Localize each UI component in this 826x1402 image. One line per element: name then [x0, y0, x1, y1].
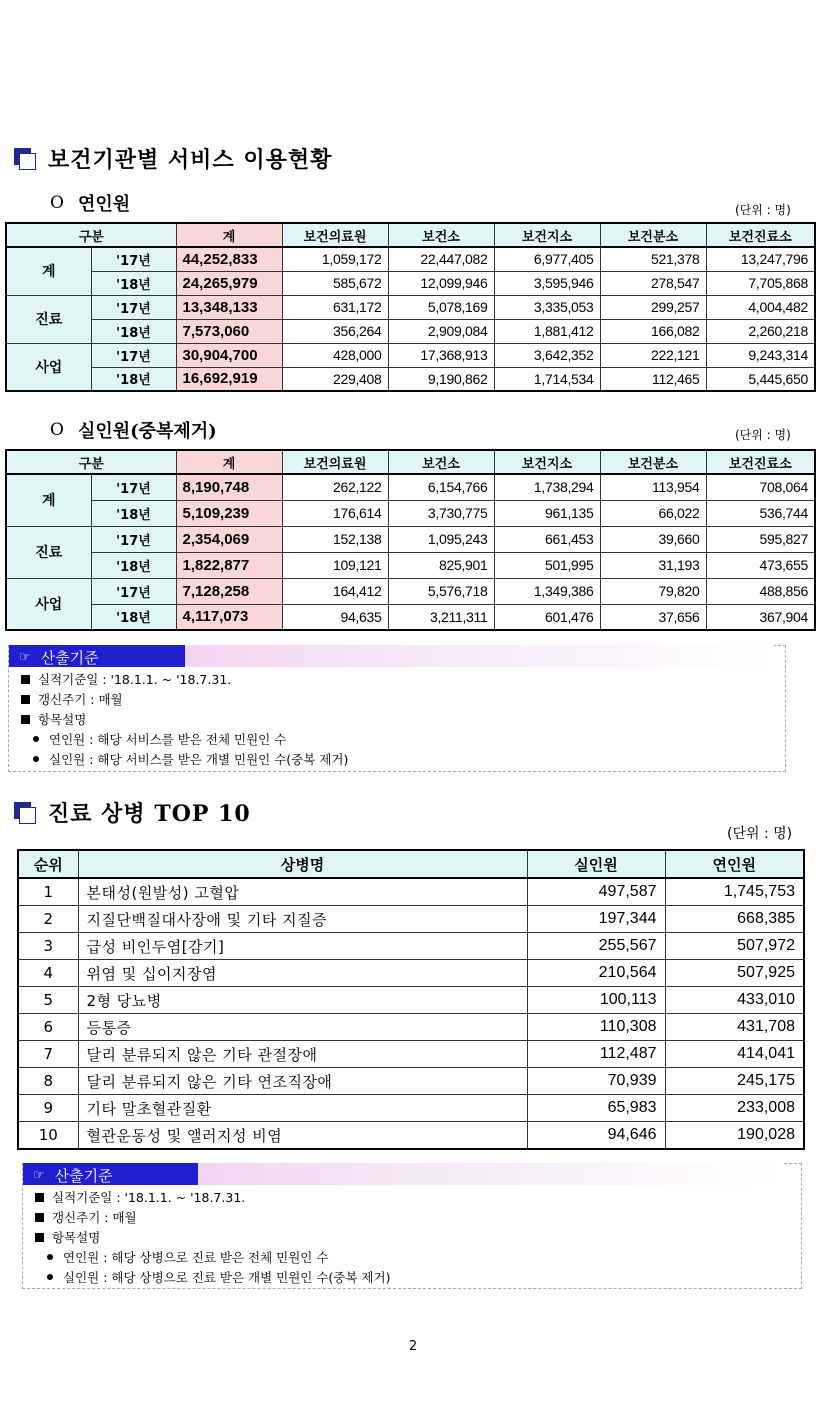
section-title: 진료 상병 TOP 10 [48, 801, 251, 827]
dot-bullet-icon [33, 736, 39, 742]
value-cell: 3,642,352 [494, 343, 600, 367]
top10-table [17, 849, 805, 1150]
disease-name-cell: 위염 및 십이지장염 [78, 960, 527, 987]
value-cell: 5,576,718 [388, 578, 494, 604]
table-row [6, 295, 815, 319]
persons-cell: 497,587 [527, 878, 665, 906]
row-group-label: 계 [6, 474, 91, 526]
disease-name-cell: 달리 분류되지 않은 기타 연조직장애 [78, 1068, 527, 1095]
note-line: 실적기준일 : '18.1.1. ~ '18.7.31. [35, 1188, 245, 1206]
note-line: 항목설명 [21, 710, 86, 728]
note-line: 실적기준일 : '18.1.1. ~ '18.7.31. [21, 670, 231, 688]
visits-cell: 245,175 [665, 1068, 804, 1095]
table-header-row [6, 223, 815, 247]
value-cell: 13,247,796 [706, 247, 815, 271]
header-cell: 상병명 [78, 850, 527, 878]
table-row [6, 271, 815, 295]
square-bullet-icon [21, 715, 30, 724]
value-cell: 278,547 [600, 271, 706, 295]
notes-header [19, 647, 99, 668]
value-cell: 166,082 [600, 319, 706, 343]
total-cell: 7,573,060 [176, 319, 282, 343]
persons-cell: 112,487 [527, 1041, 665, 1068]
value-cell: 176,614 [282, 500, 388, 526]
year-cell: '17년 [91, 343, 176, 367]
header-cell: 실인원 [527, 850, 665, 878]
visits-table [5, 222, 816, 392]
table-row [6, 552, 815, 578]
value-cell: 79,820 [600, 578, 706, 604]
total-cell: 1,822,877 [176, 552, 282, 578]
rank-cell: 7 [18, 1041, 78, 1068]
value-cell: 3,595,946 [494, 271, 600, 295]
total-cell: 24,265,979 [176, 271, 282, 295]
notes-header [33, 1165, 113, 1186]
visits-cell: 414,041 [665, 1041, 804, 1068]
value-cell: 229,408 [282, 367, 388, 391]
value-cell: 2,909,084 [388, 319, 494, 343]
value-cell: 113,954 [600, 474, 706, 500]
disease-name-cell: 급성 비인두염[감기] [78, 933, 527, 960]
table-row [18, 987, 804, 1014]
value-cell: 631,172 [282, 295, 388, 319]
persons-cell: 100,113 [527, 987, 665, 1014]
rank-cell: 9 [18, 1095, 78, 1122]
note-bullet: 연인원 : 해당 상병으로 진료 받은 전체 민원인 수 [47, 1248, 328, 1266]
table-row [6, 319, 815, 343]
table-row [6, 604, 815, 630]
section-title: 보건기관별 서비스 이용현황 [48, 147, 333, 173]
year-cell: '18년 [91, 319, 176, 343]
value-cell: 262,122 [282, 474, 388, 500]
pointing-hand-icon: ☞ [19, 650, 31, 665]
value-cell: 222,121 [600, 343, 706, 367]
total-cell: 2,354,069 [176, 526, 282, 552]
value-cell: 708,064 [706, 474, 815, 500]
disease-name-cell: 본태성(원발성) 고혈압 [78, 878, 527, 906]
persons-cell: 197,344 [527, 906, 665, 933]
rank-cell: 6 [18, 1014, 78, 1041]
disease-name-cell: 등통증 [78, 1014, 527, 1041]
value-cell: 501,995 [494, 552, 600, 578]
value-cell: 601,476 [494, 604, 600, 630]
value-cell: 7,705,868 [706, 271, 815, 295]
section-heading [14, 143, 332, 174]
value-cell: 6,154,766 [388, 474, 494, 500]
year-cell: '17년 [91, 295, 176, 319]
dot-bullet-icon [47, 1254, 53, 1260]
rank-cell: 8 [18, 1068, 78, 1095]
section-square-icon [14, 148, 36, 170]
header-cell: 보건의료원 [282, 450, 388, 474]
note-bullet: 실인원 : 해당 서비스를 받은 개별 민원인 수(중복 제거) [33, 750, 348, 768]
note-line: 갱신주기 : 매월 [35, 1208, 137, 1226]
rank-cell: 3 [18, 933, 78, 960]
value-cell: 3,335,053 [494, 295, 600, 319]
value-cell: 367,904 [706, 604, 815, 630]
value-cell: 585,672 [282, 271, 388, 295]
disease-name-cell: 기타 말초혈관질환 [78, 1095, 527, 1122]
table-row [18, 906, 804, 933]
persons-cell: 70,939 [527, 1068, 665, 1095]
total-cell: 16,692,919 [176, 367, 282, 391]
subsection-title: 실인원(중복제거) [77, 421, 217, 442]
visits-cell: 668,385 [665, 906, 804, 933]
notes-header-bar [9, 645, 774, 667]
year-cell: '18년 [91, 552, 176, 578]
value-cell: 5,078,169 [388, 295, 494, 319]
table-row [18, 1068, 804, 1095]
value-cell: 1,095,243 [388, 526, 494, 552]
value-cell: 39,660 [600, 526, 706, 552]
notes-header-bar [23, 1163, 783, 1185]
table-row [6, 343, 815, 367]
year-cell: '18년 [91, 500, 176, 526]
dot-bullet-icon [33, 756, 39, 762]
row-group-label: 진료 [6, 295, 91, 343]
value-cell: 3,211,311 [388, 604, 494, 630]
circle-bullet-icon: O [50, 420, 64, 440]
table-row [6, 474, 815, 500]
unit-label: (단위 : 명) [735, 203, 791, 217]
notes-label: 산출기준 [40, 649, 99, 667]
table-row [18, 960, 804, 987]
value-cell: 112,465 [600, 367, 706, 391]
value-cell: 536,744 [706, 500, 815, 526]
header-cell: 보건지소 [494, 450, 600, 474]
table-row [18, 1041, 804, 1068]
section-square-icon [14, 802, 36, 824]
table-row [6, 500, 815, 526]
rank-cell: 5 [18, 987, 78, 1014]
persons-cell: 210,564 [527, 960, 665, 987]
persons-table [5, 449, 816, 631]
value-cell: 66,022 [600, 500, 706, 526]
square-bullet-icon [35, 1233, 44, 1242]
year-cell: '17년 [91, 526, 176, 552]
notes-box [8, 645, 786, 772]
value-cell: 5,445,650 [706, 367, 815, 391]
value-cell: 595,827 [706, 526, 815, 552]
header-cell: 계 [176, 450, 282, 474]
header-cell: 보건진료소 [706, 223, 815, 247]
row-group-label: 계 [6, 247, 91, 295]
value-cell: 1,059,172 [282, 247, 388, 271]
visits-cell: 190,028 [665, 1122, 804, 1150]
table-row [6, 578, 815, 604]
year-cell: '17년 [91, 474, 176, 500]
total-cell: 4,117,073 [176, 604, 282, 630]
circle-bullet-icon: O [50, 193, 64, 213]
square-bullet-icon [21, 675, 30, 684]
table-row [18, 933, 804, 960]
row-group-label: 사업 [6, 343, 91, 391]
value-cell: 9,190,862 [388, 367, 494, 391]
value-cell: 488,856 [706, 578, 815, 604]
square-bullet-icon [21, 695, 30, 704]
disease-name-cell: 혈관운동성 및 앨러지성 비염 [78, 1122, 527, 1150]
note-bullet: 실인원 : 해당 상병으로 진료 받은 개별 민원인 수(중복 제거) [47, 1268, 390, 1286]
table-row [18, 1095, 804, 1122]
table-row [18, 1014, 804, 1041]
rank-cell: 4 [18, 960, 78, 987]
value-cell: 2,260,218 [706, 319, 815, 343]
section-heading [14, 797, 251, 828]
value-cell: 152,138 [282, 526, 388, 552]
total-cell: 8,190,748 [176, 474, 282, 500]
unit-label: (단위 : 명) [727, 826, 793, 842]
visits-cell: 507,925 [665, 960, 804, 987]
notes-box [22, 1163, 802, 1289]
table-header-row [18, 850, 804, 878]
subsection-heading [50, 417, 217, 443]
value-cell: 1,349,386 [494, 578, 600, 604]
square-bullet-icon [35, 1213, 44, 1222]
year-cell: '17년 [91, 578, 176, 604]
visits-cell: 433,010 [665, 987, 804, 1014]
value-cell: 17,368,913 [388, 343, 494, 367]
pointing-hand-icon: ☞ [33, 1168, 45, 1183]
value-cell: 37,656 [600, 604, 706, 630]
value-cell: 961,135 [494, 500, 600, 526]
visits-cell: 1,745,753 [665, 878, 804, 906]
table-row [18, 878, 804, 906]
value-cell: 22,447,082 [388, 247, 494, 271]
value-cell: 94,635 [282, 604, 388, 630]
disease-name-cell: 지질단백질대사장애 및 기타 지질증 [78, 906, 527, 933]
disease-name-cell: 달리 분류되지 않은 기타 관절장애 [78, 1041, 527, 1068]
value-cell: 521,378 [600, 247, 706, 271]
total-cell: 30,904,700 [176, 343, 282, 367]
visits-cell: 233,008 [665, 1095, 804, 1122]
total-cell: 7,128,258 [176, 578, 282, 604]
value-cell: 3,730,775 [388, 500, 494, 526]
row-group-label: 진료 [6, 526, 91, 578]
header-cell: 보건분소 [600, 223, 706, 247]
persons-cell: 94,646 [527, 1122, 665, 1150]
year-cell: '18년 [91, 604, 176, 630]
value-cell: 661,453 [494, 526, 600, 552]
value-cell: 164,412 [282, 578, 388, 604]
visits-cell: 431,708 [665, 1014, 804, 1041]
header-cell: 보건분소 [600, 450, 706, 474]
value-cell: 1,881,412 [494, 319, 600, 343]
page-number: 2 [408, 1339, 418, 1354]
table-row [18, 1122, 804, 1150]
row-group-label: 사업 [6, 578, 91, 630]
value-cell: 4,004,482 [706, 295, 815, 319]
subsection-heading [50, 190, 130, 216]
persons-cell: 255,567 [527, 933, 665, 960]
value-cell: 31,193 [600, 552, 706, 578]
value-cell: 299,257 [600, 295, 706, 319]
total-cell: 5,109,239 [176, 500, 282, 526]
visits-cell: 507,972 [665, 933, 804, 960]
subsection-title: 연인원 [77, 194, 131, 215]
header-cell: 보건소 [388, 223, 494, 247]
value-cell: 12,099,946 [388, 271, 494, 295]
year-cell: '18년 [91, 367, 176, 391]
header-cell: 구분 [6, 223, 176, 247]
value-cell: 356,264 [282, 319, 388, 343]
persons-cell: 65,983 [527, 1095, 665, 1122]
notes-label: 산출기준 [54, 1167, 113, 1185]
value-cell: 9,243,314 [706, 343, 815, 367]
header-cell: 보건진료소 [706, 450, 815, 474]
rank-cell: 1 [18, 878, 78, 906]
header-cell: 보건의료원 [282, 223, 388, 247]
header-cell: 계 [176, 223, 282, 247]
table-row [6, 247, 815, 271]
header-cell: 보건소 [388, 450, 494, 474]
total-cell: 13,348,133 [176, 295, 282, 319]
value-cell: 825,901 [388, 552, 494, 578]
note-bullet: 연인원 : 해당 서비스를 받은 전체 민원인 수 [33, 730, 286, 748]
year-cell: '18년 [91, 271, 176, 295]
header-cell: 순위 [18, 850, 78, 878]
table-header-row [6, 450, 815, 474]
value-cell: 1,714,534 [494, 367, 600, 391]
value-cell: 473,655 [706, 552, 815, 578]
disease-name-cell: 2형 당뇨병 [78, 987, 527, 1014]
table-row [6, 526, 815, 552]
rank-cell: 2 [18, 906, 78, 933]
persons-cell: 110,308 [527, 1014, 665, 1041]
value-cell: 1,738,294 [494, 474, 600, 500]
header-cell: 구분 [6, 450, 176, 474]
dot-bullet-icon [47, 1274, 53, 1280]
rank-cell: 10 [18, 1122, 78, 1150]
note-line: 갱신주기 : 매월 [21, 690, 123, 708]
total-cell: 44,252,833 [176, 247, 282, 271]
unit-label: (단위 : 명) [735, 428, 791, 442]
value-cell: 428,000 [282, 343, 388, 367]
header-cell: 보건지소 [494, 223, 600, 247]
value-cell: 6,977,405 [494, 247, 600, 271]
square-bullet-icon [35, 1193, 44, 1202]
header-cell: 연인원 [665, 850, 804, 878]
note-line: 항목설명 [35, 1228, 100, 1246]
table-row [6, 367, 815, 391]
value-cell: 109,121 [282, 552, 388, 578]
year-cell: '17년 [91, 247, 176, 271]
